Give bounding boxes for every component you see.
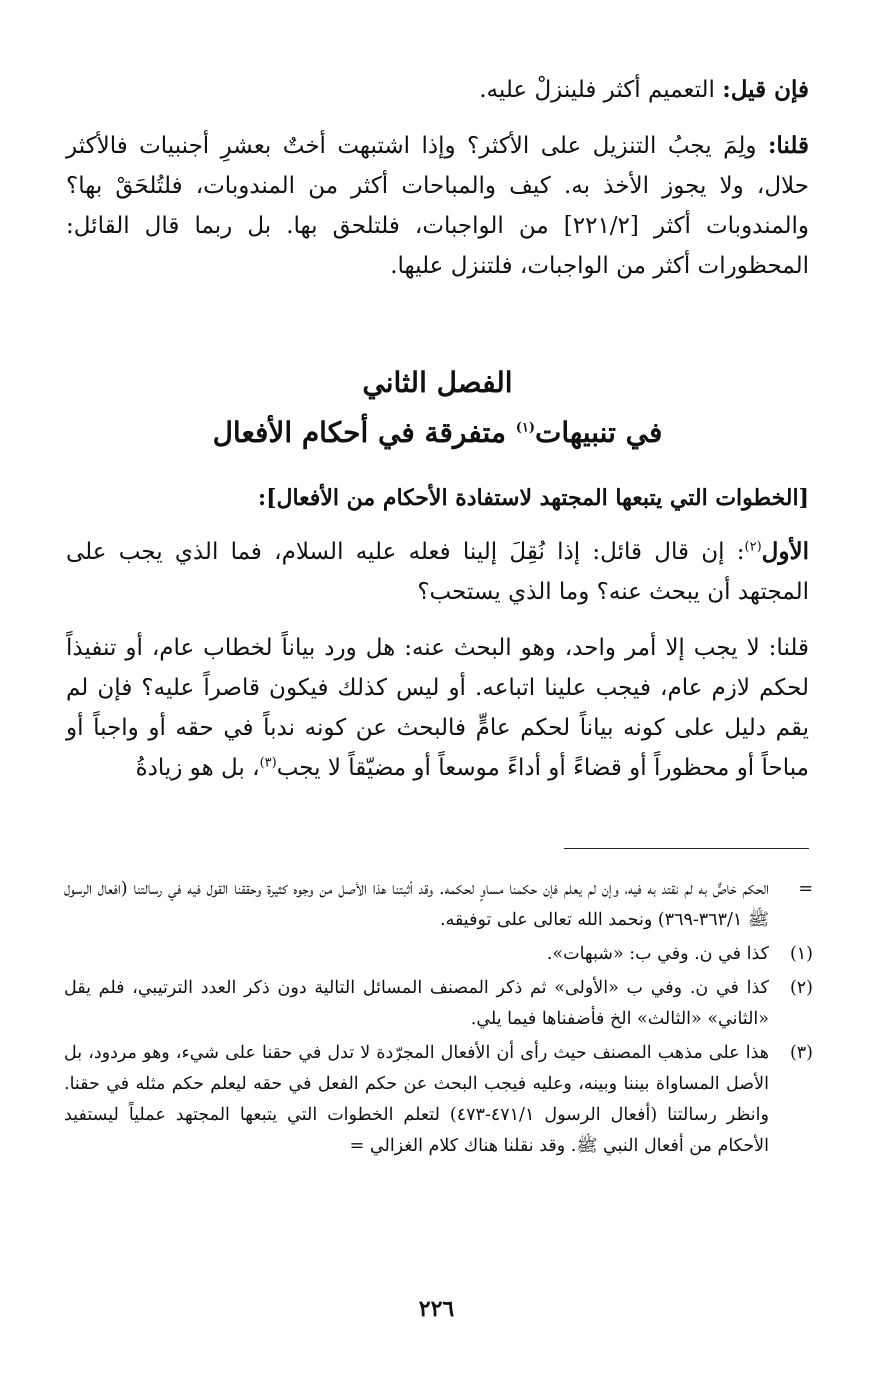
footnote-text: كذا في ن. وفي ب «الأولى» ثم ذكر المصنف المسائل التالية دون ذكر العدد الترتيبي، فلم يقل «الثاني» «الثالث» الخ فأضفناها فيما يلي. [64, 978, 769, 1029]
paragraph-lead: فإن قيل: [722, 76, 809, 103]
paragraph-answer [66, 628, 809, 788]
footnote-item [64, 874, 813, 936]
footnote-separator [564, 848, 809, 849]
paragraph-text: قلنا: لا يجب إلا أمر واحد، وهو البحث عنه: هل ورد بياناً لخطاب عام، أو تنفيذاً لحكم لازم عام، فيجب علينا اتباعه. أو ليس كذلك فيكون قاصراً عليه؟ فإن لم يقم دليل على كونه بياناً لحكم عامٍّ فالبحث عن كونه ندباً في حقه أو واجباً أو مباحاً أو محظوراً أو قضاءً أو أداءً موسعاً أو مضيّقاً لا يجب [66, 635, 809, 781]
main-text-top [66, 70, 809, 302]
chapter-title: الفصل الثاني [362, 366, 513, 399]
paragraph-first [66, 532, 809, 612]
footnote-text: هذا على مذهب المصنف حيث رأى أن الأفعال المجرّدة لا تدل في حقنا على شيء، وهو مردود، بل الأصل المساواة بيننا وبينه، وعليه فيجب البحث عن حكم الفعل في حقه ليعلم حكم مثله في حقنا. وانظر رسالتنا (أفعال الرسول ٤٧١/١-٤٧٣) لتعلم الخطوات التي يتبعها المجتهد عملياً ليستفيد الأحكام من أفعال النبي ﷺ. وقد نقلنا هناك كلام الغزالي = [64, 1043, 769, 1156]
paragraph-lead: قلنا: [767, 132, 809, 159]
section-heading: [الخطوات التي يتبعها المجتهد لاستفادة الأحكام من الأفعال]: [257, 485, 809, 511]
footnote-text: كذا في ن. وفي ب: «شبهات». [546, 944, 769, 964]
footnote-number: (٣) [789, 1043, 813, 1063]
footnote-number: (١) [789, 944, 813, 964]
chapter-subtitle-part2: متفرقة في أحكام الأفعال [212, 416, 516, 449]
paragraph-objection [66, 70, 809, 110]
chapter-heading [66, 358, 809, 458]
footnote-ref: (٢) [744, 539, 762, 555]
footnote-number: (٢) [789, 978, 813, 998]
footnote-ref: (٣) [259, 755, 277, 771]
footnotes [64, 874, 813, 1165]
footnote-text: الحكم خاصٌّ به لم نقتد به فيه، وإن لم يعلم فإن حكمنا مساوٍ لحكمه. وقد أثبتنا هذا الأصل من وجوه كثيرة وحققنا القول فيه في رسالتنا (افعال الرسول ﷺ ٣٦٣/١-٣٦٩) ونحمد الله تعالى على توفيقه. [64, 879, 769, 930]
paragraph-text: : إن قال قائل: إذا نُقِلَ إلينا فعله عليه السلام، فما الذي يجب على المجتهد أن يبحث عنه؟ وما الذي يستحب؟ [66, 539, 809, 605]
page-number: ٢٢٦ [418, 1296, 455, 1322]
chapter-subtitle-part1: في تنبيهات [534, 416, 663, 449]
chapter-subtitle [66, 408, 809, 458]
footnote-item [64, 1038, 813, 1162]
main-text-bottom [66, 478, 809, 804]
footnote-ref: (١) [515, 420, 535, 436]
paragraph-reply [66, 126, 809, 286]
paragraph-lead: الأول [761, 538, 809, 565]
footnote-item [64, 973, 813, 1035]
paragraph-text: التعميم أكثر فلينزلْ عليه. [479, 77, 723, 103]
paragraph-text: ولِمَ يجبُ التنزيل على الأكثر؟ وإذا اشتبهت أختٌ بعشرِ أجنبيات فالأكثر حلال، ولا يجوز الأخذ به. كيف والمباحات أكثر من المندوبات، فلتُلحَقْ بها؟ والمندوبات أكثر [٢٢١/٢] من الواجبات، فلتلحق بها. بل ربما قال القائل: المحظورات أكثر من الواجبات، فلتنزل عليها. [66, 133, 809, 279]
footnote-item [64, 939, 813, 970]
paragraph-text-end: ، بل هو زيادةُ [135, 755, 260, 781]
footnote-number: = [798, 879, 813, 899]
